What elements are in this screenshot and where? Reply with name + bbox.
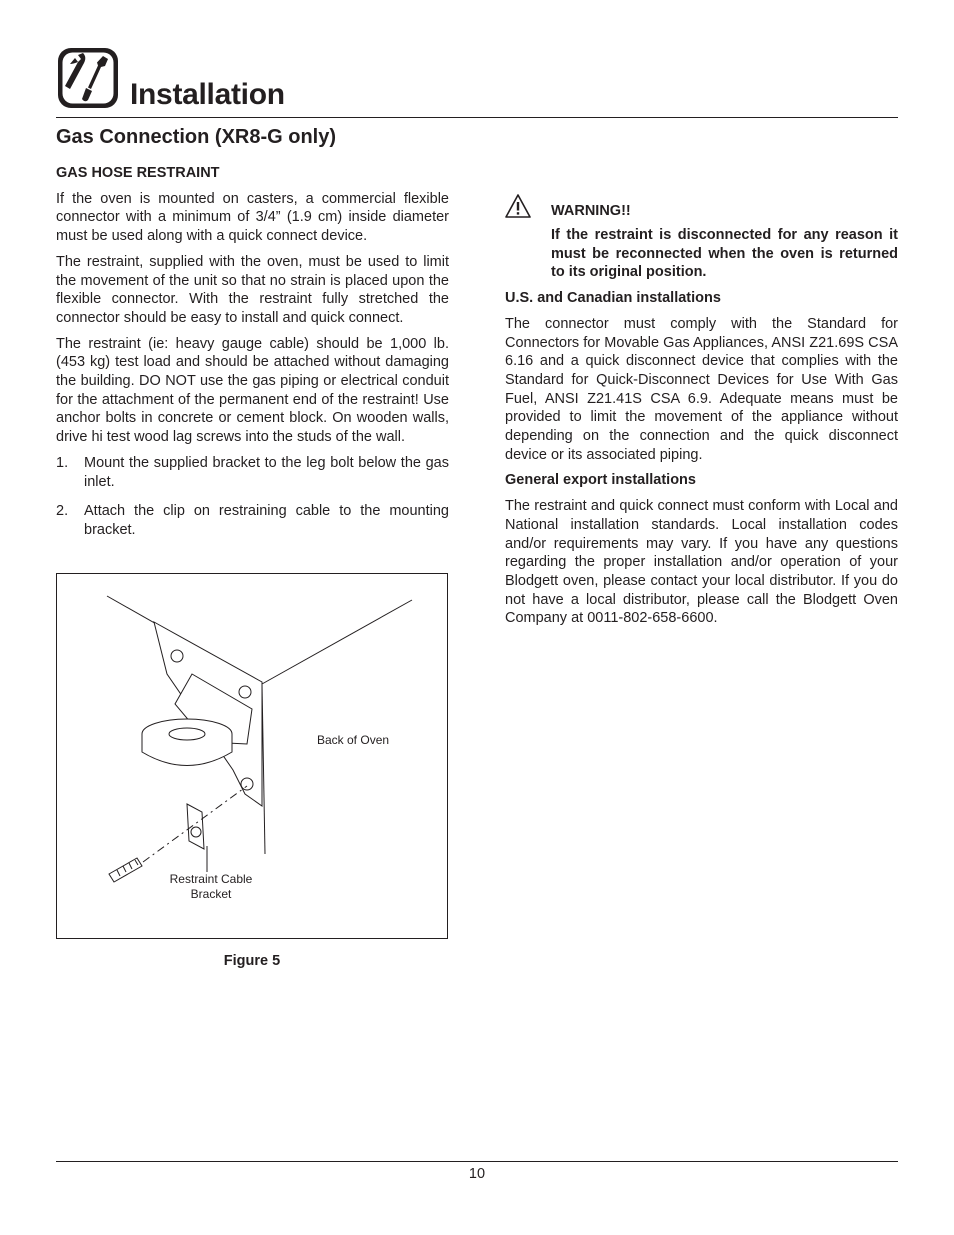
paragraph: The restraint, supplied with the oven, must be used to limit the movement of the unit so that no strain is placed upon the flexible connector. With the restraint fully stretched the connector should be easy to install and quick connect. bbox=[56, 253, 449, 326]
list-item bbox=[56, 502, 449, 539]
export-heading: General export installations bbox=[505, 472, 696, 489]
footer-divider bbox=[56, 1161, 898, 1162]
oven-edge bbox=[262, 600, 412, 684]
us-canada-heading: U.S. and Canadian installations bbox=[505, 290, 721, 307]
title-divider bbox=[56, 117, 898, 118]
caster-wheel-side bbox=[142, 734, 232, 766]
us-canada-text: The connector must comply with the Standard for Connectors for Movable Gas Appliances, ANSI Z21.69S CSA 6.16 and a quick disconnect device that complies with the Standard for Quick-Disconnect Devices for Use With Gas Fuel, ANSI Z21.41S CSA 6.9. Adequate means must be provided to limit the movement of the appliance without depending on the connection and the quick disconnect device or its associated piping. bbox=[505, 315, 898, 463]
gas-hose-restraint-heading: GAS HOSE RESTRAINT bbox=[56, 165, 220, 181]
right-column bbox=[505, 190, 898, 635]
restraint-bracket-label: Restraint Cable bbox=[169, 872, 253, 886]
figure-5-illustration bbox=[56, 573, 448, 939]
paragraph: If the oven is mounted on casters, a commercial flexible connector with a minimum of 3/4” (1.9 cm) inside diameter must be used along with a quick connect device. bbox=[56, 190, 449, 245]
figure-caption: Figure 5 bbox=[223, 953, 281, 969]
list-item bbox=[56, 454, 449, 491]
step-number: 1. bbox=[56, 454, 69, 471]
paragraph: The restraint (ie: heavy gauge cable) should be 1,000 lb. (453 kg) test load and should be attached without damaging the building. DO NOT use the gas piping or electrical conduit for the attachment of the permanent end of the restraint! Use anchor bolts in concrete or cement block. On wooden walls, drive hi test wood lag screws into the studs of the wall. bbox=[56, 335, 449, 446]
step-text: Mount the supplied bracket to the leg bolt below the gas inlet. bbox=[84, 454, 449, 490]
warning-text: If the restraint is disconnected for any reason it must be reconnected when the oven is returned to its original position. bbox=[551, 227, 898, 281]
page-title: Installation bbox=[130, 78, 285, 111]
left-column bbox=[56, 164, 449, 551]
steps-list bbox=[56, 454, 449, 540]
step-text: Attach the clip on restraining cable to the mounting bracket. bbox=[84, 503, 449, 538]
warning-header bbox=[505, 190, 898, 220]
restraint-bracket-label: Bracket bbox=[190, 887, 232, 901]
warning-label: WARNING!! bbox=[551, 203, 631, 219]
tools-icon bbox=[56, 46, 120, 110]
warning-triangle-icon bbox=[505, 194, 531, 218]
restraint-bracket bbox=[187, 804, 204, 849]
back-of-oven-label: Back of Oven bbox=[317, 733, 390, 747]
section-heading: Gas Connection (XR8-G only) bbox=[56, 126, 337, 148]
page-number: 10 bbox=[468, 1166, 486, 1182]
export-text: The restraint and quick connect must conform with Local and National installation standards. Local installation codes and/or requirements may vary. If you have any questions regarding the proper installation and/or operation of your Blodgett oven, please contact your local distributor. If you do not have a local distributor, please call the Blodgett Oven Company at 0011-802-658-6600. bbox=[505, 498, 898, 627]
step-number: 2. bbox=[56, 503, 69, 520]
